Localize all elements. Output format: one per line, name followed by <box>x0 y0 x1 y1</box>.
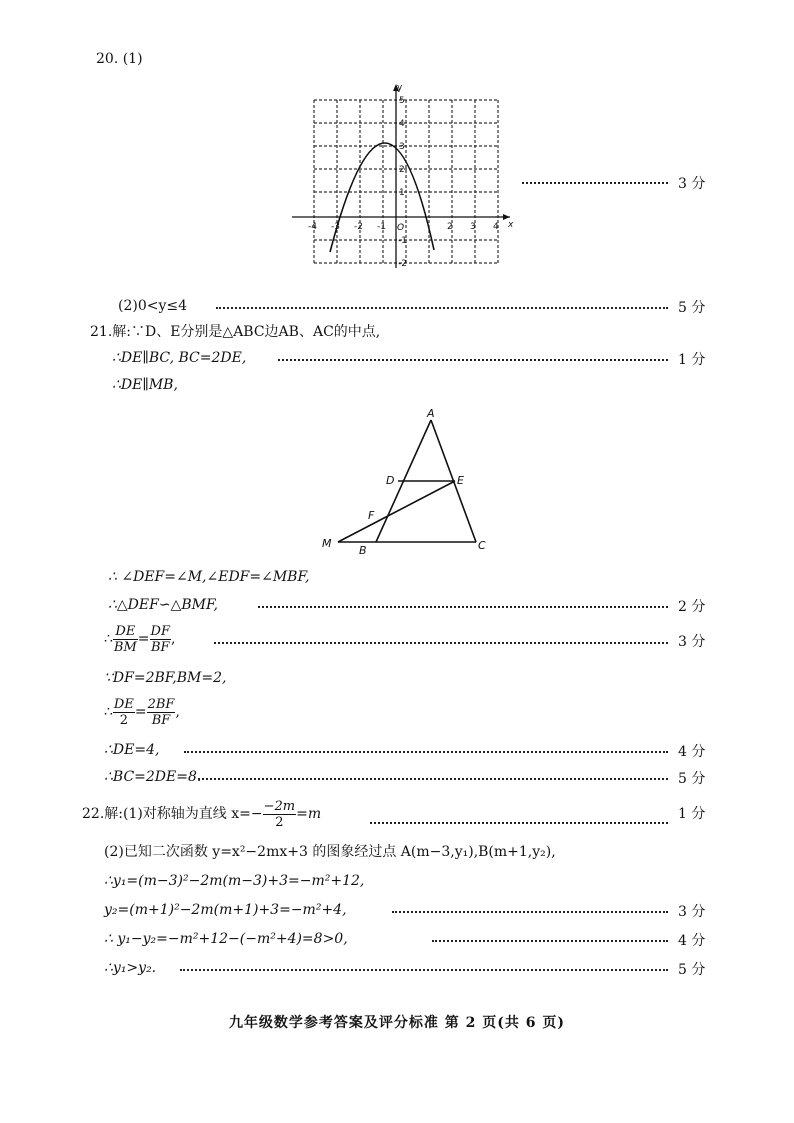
fraction <box>263 799 297 830</box>
q21-line5: ∴△DEF∽△BMF, <box>108 597 218 613</box>
origin-label: O <box>397 223 405 233</box>
y-tick-neg1: -1 <box>398 236 407 246</box>
q21-line2: ∴DE∥BC, BC=2DE, <box>112 350 247 366</box>
score-q22-4: 4 分 <box>678 933 706 949</box>
y-tick-4: 4 <box>399 119 405 129</box>
numerator: DE <box>113 696 134 712</box>
q22-line1-end: =m <box>296 806 322 822</box>
fraction <box>150 624 171 655</box>
q21-line6 <box>104 622 175 656</box>
point-label-e: E <box>457 474 464 487</box>
q22-line5: ∴ y₁−y₂=−m²+12−(−m²+4)=8>0, <box>104 931 348 947</box>
q22-line1-text: 22.解:(1)对称轴为直线 x=− <box>82 806 263 822</box>
x-tick-2: 2 <box>447 222 453 232</box>
score-leader <box>258 606 668 608</box>
score-leader <box>198 778 668 780</box>
y-tick-1: 1 <box>399 188 405 198</box>
numerator: DE <box>113 624 138 640</box>
y-tick-3: 3 <box>399 142 405 152</box>
x-tick-neg1: -1 <box>377 222 386 232</box>
score-leader <box>522 182 668 184</box>
x-tick-neg2: -2 <box>354 222 363 232</box>
q21-line1: 21.解:∵D、E分别是△ABC边AB、AC的中点, <box>90 324 381 340</box>
parabola-curve <box>330 143 434 252</box>
score-q22-1: 1 分 <box>678 806 706 822</box>
score-leader <box>184 751 668 753</box>
denominator: BM <box>113 639 137 655</box>
score-q21-5: 5 分 <box>678 771 706 787</box>
q20-label: 20. (1) <box>96 51 143 67</box>
point-label-m: M <box>322 537 332 550</box>
q21-line4: ∴ ∠DEF=∠M,∠EDF=∠MBF, <box>108 569 310 585</box>
score-leader <box>214 642 668 644</box>
parabola-graph <box>288 80 518 270</box>
x-tick-4: 4 <box>493 222 499 232</box>
denominator: 2 <box>275 814 284 830</box>
denominator: BF <box>151 712 171 728</box>
x-tick-neg4: -4 <box>308 222 317 232</box>
fraction <box>113 624 138 655</box>
y-tick-2: 2 <box>399 165 405 175</box>
comma: , <box>170 631 176 647</box>
therefore-symbol: ∴ <box>104 704 113 720</box>
q22-line2: (2)已知二次函数 y=x²−2mx+3 的图象经过点 A(m−3,y₁),B(m+1,y₂), <box>104 844 556 860</box>
point-label-c: C <box>478 539 486 552</box>
denominator: BF <box>150 639 170 655</box>
q21-line8 <box>104 695 180 729</box>
y-tick-5: 5 <box>399 96 405 106</box>
score-leader <box>370 822 668 824</box>
score-q22-5: 5 分 <box>678 962 706 978</box>
score-q21-2: 2 分 <box>678 599 706 615</box>
q21-line7: ∵DF=2BF,BM=2, <box>104 670 227 686</box>
point-label-f: F <box>368 509 375 522</box>
therefore-symbol: ∴ <box>104 631 113 647</box>
triangle-figure <box>316 404 496 556</box>
score-leader <box>216 307 668 309</box>
q21-line3: ∴DE∥MB, <box>112 377 178 393</box>
score-q21-1: 1 分 <box>678 352 706 368</box>
numerator: −2m <box>263 798 296 814</box>
equals: = <box>137 631 150 647</box>
fraction <box>147 697 176 728</box>
q20-part2: (2)0<y≤4 <box>118 298 188 314</box>
score-q21-3: 3 分 <box>678 634 706 650</box>
x-tick-3: 3 <box>470 222 476 232</box>
q22-line1 <box>82 797 321 831</box>
equals: = <box>134 704 147 720</box>
score-leader <box>278 359 668 361</box>
point-label-d: D <box>386 474 395 487</box>
q22-line6: ∴y₁>y₂. <box>104 960 157 976</box>
q22-line4: y₂=(m+1)²−2m(m+1)+3=−m²+4, <box>104 902 347 918</box>
score-leader <box>180 969 668 971</box>
y-axis-label: y <box>397 83 403 93</box>
y-tick-neg2: -2 <box>398 259 407 269</box>
q21-line10: ∴BC=2DE=8. <box>104 769 202 785</box>
q21-line9: ∴DE=4, <box>104 742 160 758</box>
x-axis-label: x <box>508 220 514 230</box>
numerator: DF <box>150 623 170 639</box>
score-leader <box>432 940 668 942</box>
q22-line3: ∴y₁=(m−3)²−2m(m−3)+3=−m²+12, <box>104 873 365 889</box>
score-leader <box>392 911 668 913</box>
score-q20-1: 3 分 <box>678 176 706 192</box>
point-label-a: A <box>427 407 435 420</box>
score-q20-2: 5 分 <box>678 300 706 316</box>
x-tick-neg3: -3 <box>331 222 340 232</box>
page-footer: 九年级数学参考答案及评分标准 第 2 页(共 6 页) <box>228 1015 566 1031</box>
comma: , <box>175 704 180 720</box>
point-label-b: B <box>359 544 367 556</box>
fraction <box>113 697 135 728</box>
denominator: 2 <box>119 712 129 728</box>
score-q22-3: 3 分 <box>678 904 706 920</box>
score-q21-4: 4 分 <box>678 744 706 760</box>
numerator: 2BF <box>147 696 175 712</box>
